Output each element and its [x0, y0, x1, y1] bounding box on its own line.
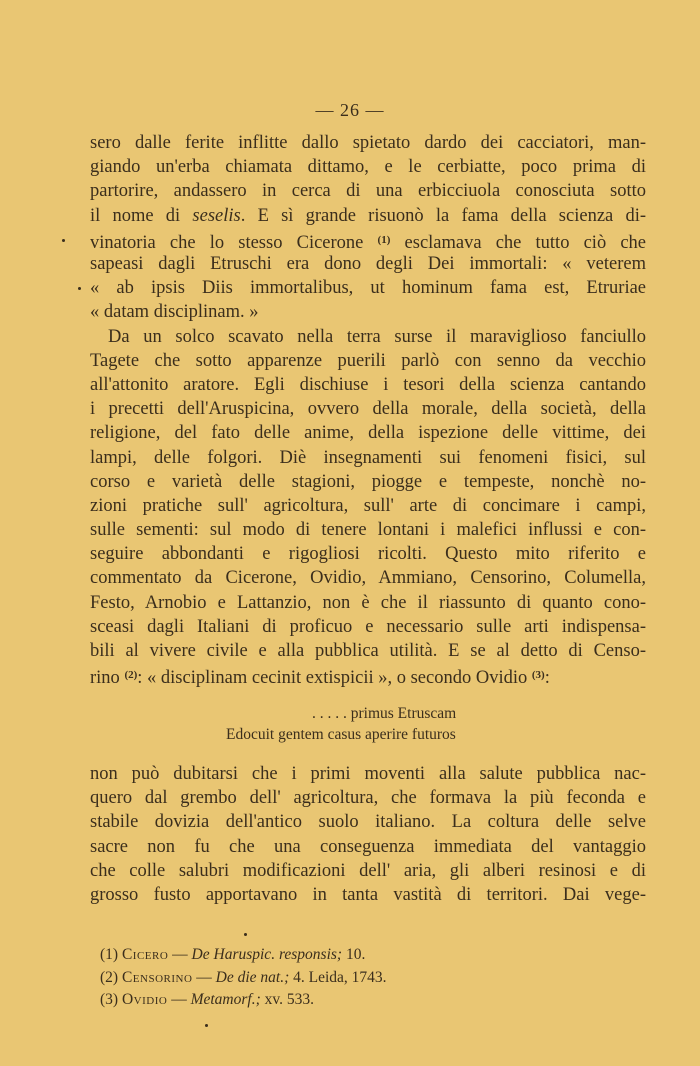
text-fragment: vinatoria che lo stesso Cicerone	[90, 232, 364, 253]
verse-quote	[90, 703, 646, 745]
text-line	[90, 204, 646, 228]
footnote-title: Metamorf.;	[190, 991, 261, 1008]
text-line: zioni pratiche sull' agricoltura, sull' arte di concimare i campi,	[90, 495, 646, 516]
text-line: i precetti dell'Aruspicina, ovvero della morale, della società, della	[90, 399, 646, 420]
footnote-number: (3)	[100, 991, 119, 1008]
footnote-2: (2) Censorino — De die nat.; 4. Leida, 1743.	[100, 968, 387, 986]
ink-speck	[244, 933, 247, 936]
text-line: bili al vivere civile e alla pubblica utilità. E se al detto di Censo-	[90, 641, 646, 662]
text-line: Da un solco scavato nella terra surse il maraviglioso fanciullo	[108, 326, 646, 347]
text-line: religione, del fato delle anime, della ispezione delle vittime, dei	[90, 423, 646, 444]
footnote-rest: 10.	[342, 946, 366, 963]
text-line: sacre non fu che una conseguenza immediata del vantaggio	[90, 836, 646, 857]
footnote-3: (3) Ovidio — Metamorf.; xv. 533.	[100, 991, 314, 1008]
text-line: all'attonito aratore. Egli dischiuse i tesori della scienza cantando	[90, 374, 646, 395]
text-line: commentato da Cicerone, Ovidio, Ammiano, Censorino, Columella,	[90, 568, 646, 589]
verse-line: Edocuit gentem casus aperire futuros	[226, 726, 456, 743]
text-line: grosso fusto apportavano in tanta vastità di territori. Dai vege-	[90, 884, 646, 905]
footnote-author: Cicero	[121, 946, 169, 963]
paragraph-2	[90, 325, 646, 688]
text-line: sulle sementi: sul modo di tenere lontani i malefici influssi e con-	[90, 520, 646, 541]
text-line: quero dal grembo dell' agricoltura, che formava la più feconda e	[90, 788, 646, 809]
footnote-number: (1)	[100, 946, 119, 963]
text-line: « datam disciplinam. »	[90, 302, 259, 323]
text-line: « ab ipsis Diis immortalibus, ut hominum fama est, Etruriae	[90, 278, 646, 299]
text-line: lampi, delle folgori. Diè insegnamenti sui fenomeni fisici, sul	[90, 447, 646, 468]
ink-speck	[62, 239, 65, 242]
footnote-title: De die nat.;	[215, 968, 290, 986]
footnote-author: Ovidio	[121, 991, 168, 1008]
text-line: sero dalle ferite inflitte dallo spietato dardo dei cacciatori, man-	[90, 133, 646, 153]
text-line: Festo, Arnobio e Lattanzio, non è che il riassunto di quanto cono-	[90, 592, 646, 613]
text-fragment: esclamava che tutto ciò che	[404, 232, 647, 253]
text-line: sceasi dagli Italiani di proficuo e necessario sulle arti indispensa-	[90, 616, 646, 637]
text-line	[90, 228, 646, 252]
text-line: corso e varietà delle stagioni, piogge e tempeste, nonchè no-	[90, 471, 646, 492]
text-line: stabile dovizia dell'antico suolo italiano. La coltura delle selve	[90, 812, 646, 833]
page-number: — 26 —	[315, 100, 385, 120]
paragraph-1	[90, 131, 646, 325]
text-fragment: il nome di	[90, 205, 181, 226]
ink-speck	[205, 1024, 208, 1027]
footnote-author: Censorino	[121, 968, 193, 986]
text-line: che colle salubri modificazioni dell' aria, gli alberi resinosi e di	[90, 860, 646, 881]
footnote-title: De Haruspic. responsis;	[191, 946, 343, 963]
footnote-ref[interactable]: (3)	[531, 669, 545, 682]
paragraph-3	[90, 762, 646, 907]
footnote-rest: xv. 533.	[260, 991, 314, 1008]
text-fragment: . E sì grande risuonò la fama della scienza di-	[240, 205, 647, 226]
footnote-ref[interactable]: (2)	[124, 669, 138, 682]
text-line	[90, 663, 646, 687]
text-fragment: rino	[90, 668, 120, 689]
text-line: Tagete che sotto apparenze puerili parlò con senno da vecchio	[90, 350, 646, 371]
footnote-rest: 4. Leida, 1743.	[289, 968, 387, 986]
text-line: non può dubitarsi che i primi moventi alla salute pubblica nac-	[90, 764, 646, 784]
ink-speck	[78, 287, 81, 290]
footnotes	[100, 944, 387, 1012]
text-line: seguire abbondanti e rigogliosi ricolti. Questo mito riferito e	[90, 544, 646, 565]
text-line: partorire, andassero in cerca di una erbicciuola conosciuta sotto	[90, 181, 646, 202]
text-fragment: : « disciplinam cecinit extispicii », o secondo Ovidio	[137, 668, 528, 689]
text-line: giando un'erba chiamata dittamo, e le cerbiatte, poco prima di	[90, 157, 646, 178]
footnote-1: (1) Cicero — De Haruspic. responsis; 10.	[100, 946, 366, 963]
footnote-number: (2)	[100, 968, 119, 986]
text-fragment: :	[544, 668, 550, 689]
text-line: sapeasi dagli Etruschi era dono degli Dei immortali: « veterem	[90, 253, 646, 274]
verse-line: . . . . . primus Etruscam	[312, 705, 457, 722]
italic-term: seselis	[192, 205, 241, 226]
footnote-ref[interactable]: (1)	[377, 233, 391, 246]
